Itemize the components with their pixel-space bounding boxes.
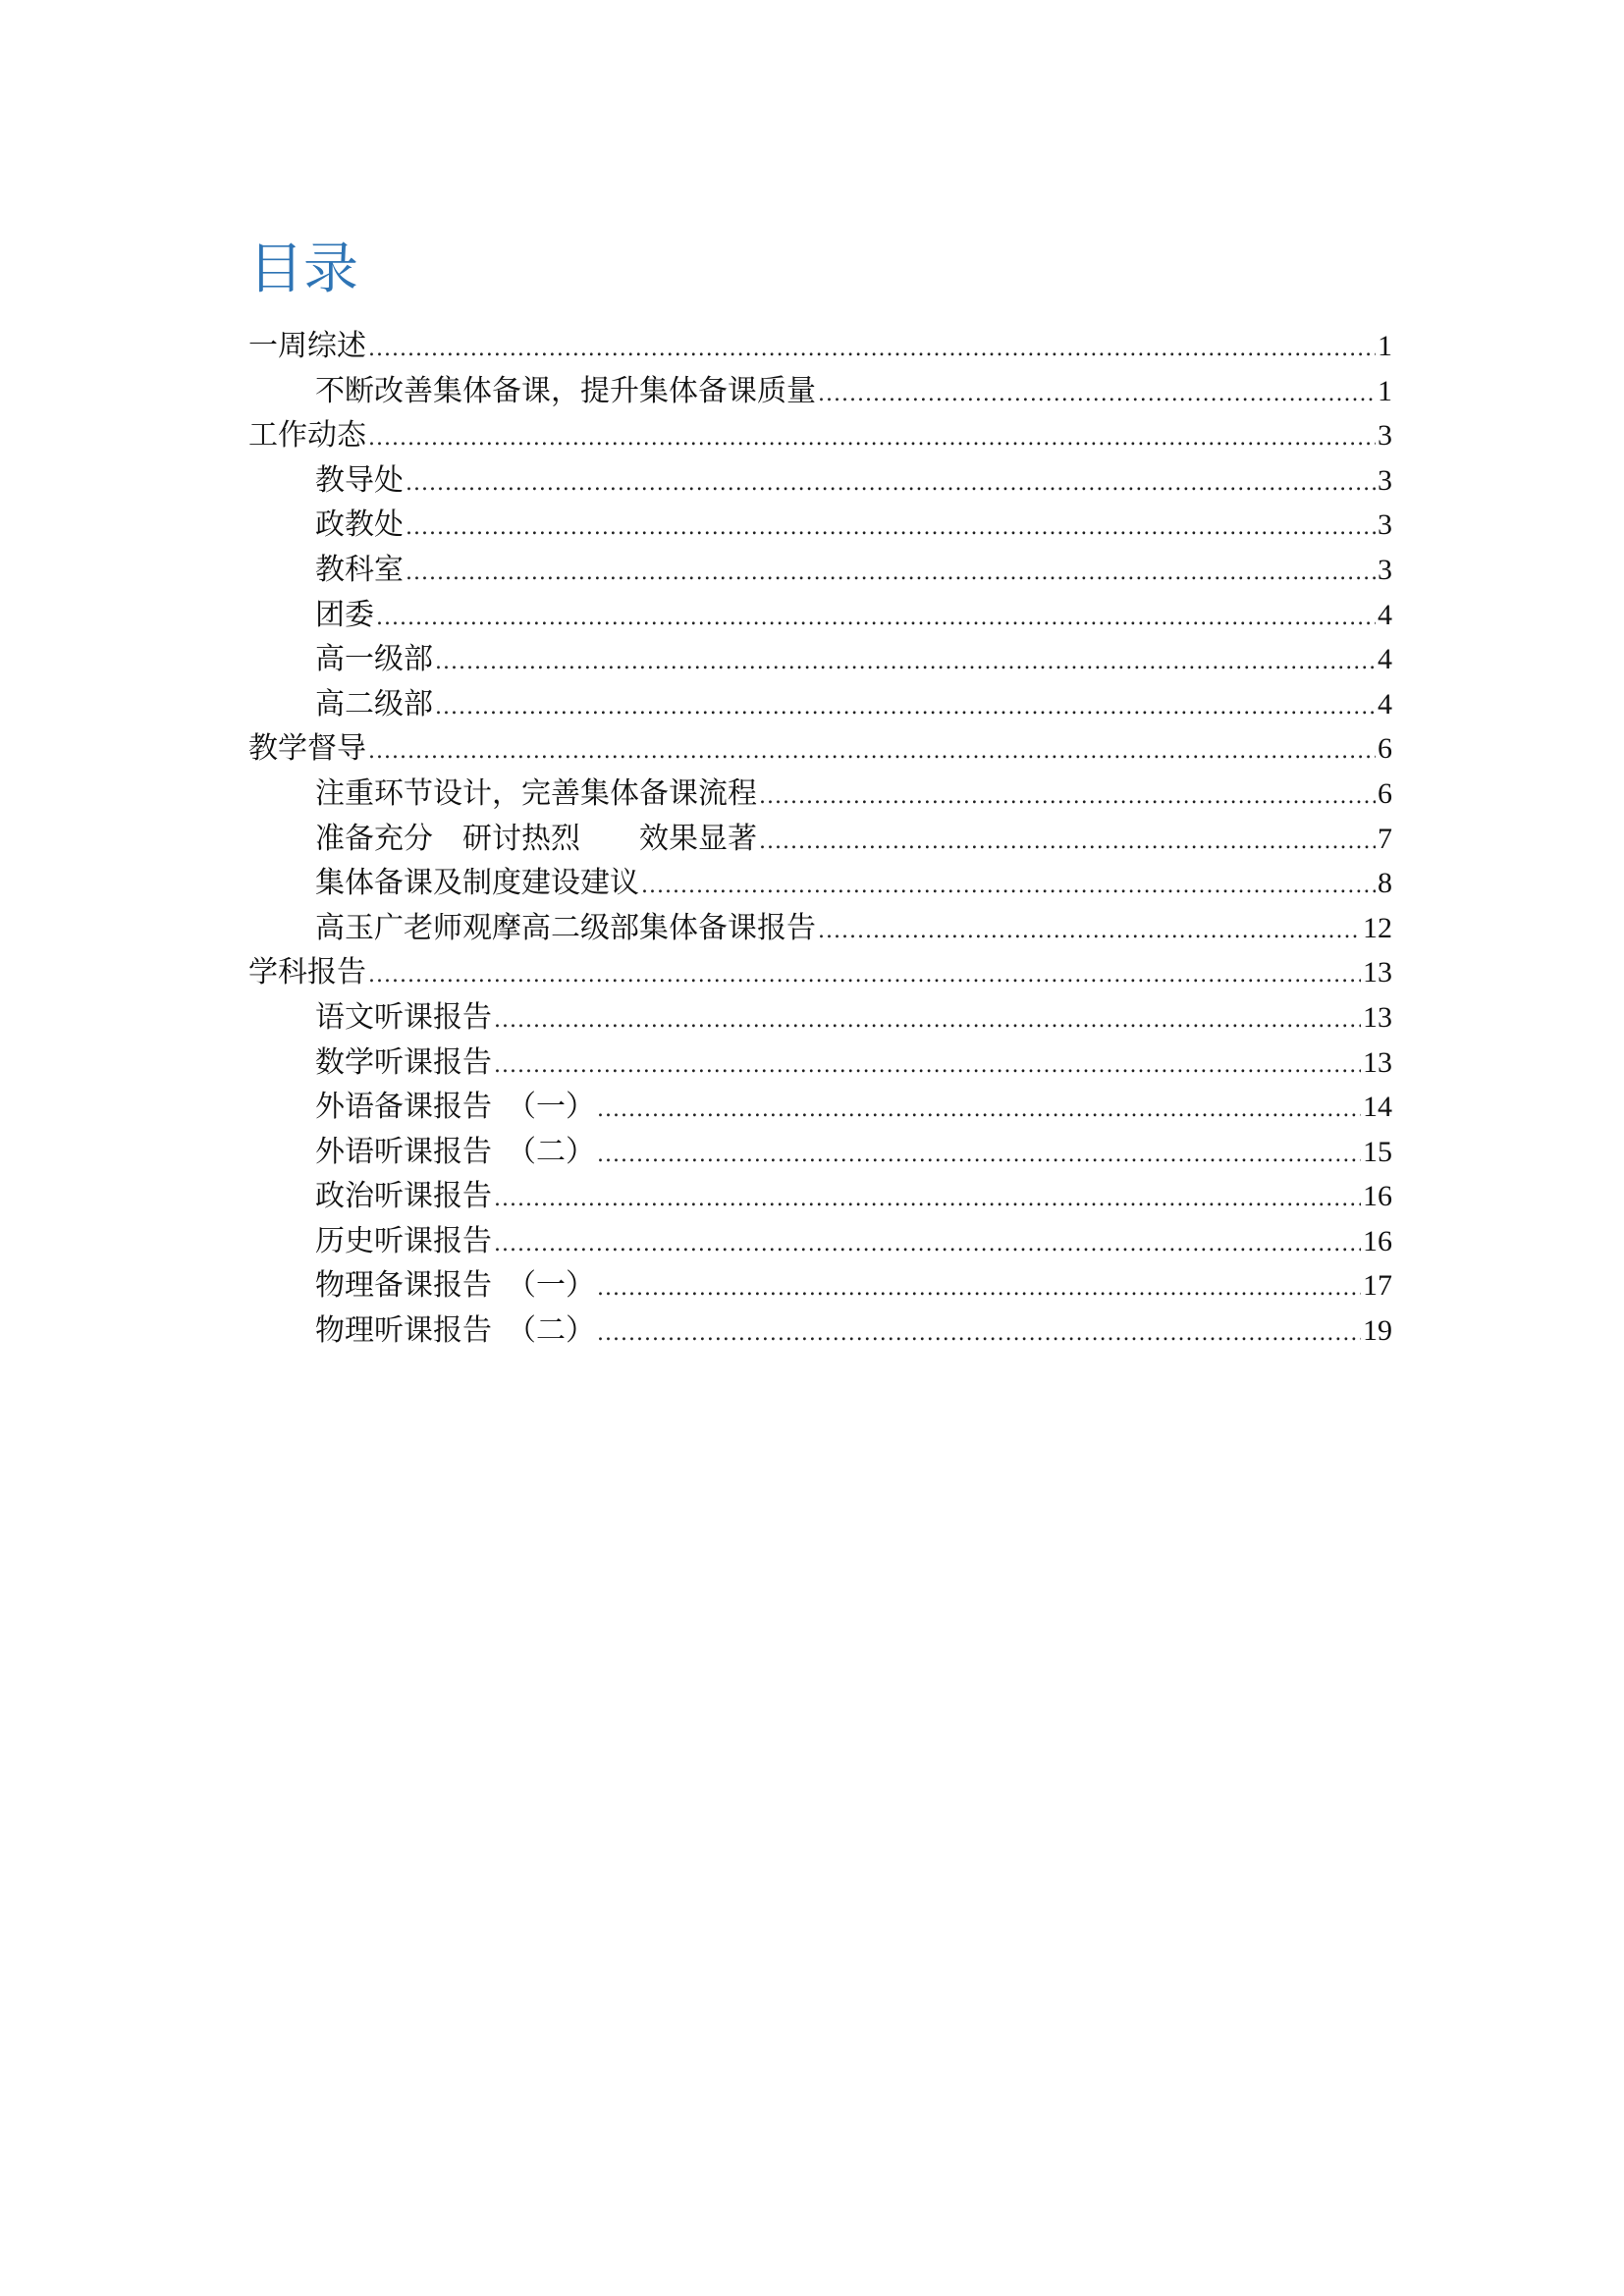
toc-page-number: 15 — [1363, 1135, 1392, 1168]
toc-entry-label: 高一级部 — [315, 642, 433, 677]
toc-dot-leader — [494, 1177, 1361, 1222]
toc-page-number: 8 — [1378, 867, 1392, 900]
toc-entry[interactable] — [248, 369, 1392, 414]
toc-dot-leader — [368, 416, 1376, 461]
toc-entry-label: 团委 — [315, 597, 374, 632]
toc-entry[interactable] — [248, 682, 1392, 727]
toc-entry[interactable] — [248, 637, 1392, 682]
toc-entry-label: 高二级部 — [315, 686, 433, 721]
toc-page-number: 4 — [1378, 687, 1392, 721]
toc-page-number: 6 — [1378, 732, 1392, 766]
toc-entry[interactable] — [248, 1041, 1392, 1086]
toc-entry-label: 外语备课报告 （一） — [315, 1090, 595, 1125]
toc-entry-label: 高玉广老师观摩高二级部集体备课报告 — [315, 910, 816, 945]
toc-entry[interactable] — [248, 503, 1392, 548]
toc-page-number: 3 — [1378, 419, 1392, 453]
toc-dot-leader — [406, 461, 1376, 507]
toc-entry[interactable] — [248, 1263, 1392, 1308]
toc-entry-label: 教导处 — [315, 462, 404, 498]
toc-entry[interactable] — [248, 817, 1392, 862]
toc-entry-label: 工作动态 — [248, 418, 366, 454]
toc-entry-label: 语文听课报告 — [315, 999, 492, 1035]
toc-entry[interactable] — [248, 950, 1392, 995]
toc-page-number: 16 — [1363, 1224, 1392, 1257]
toc-dot-leader — [818, 372, 1376, 417]
toc-entry[interactable] — [248, 1219, 1392, 1264]
toc-entry[interactable] — [248, 726, 1392, 772]
toc-page-number: 17 — [1363, 1269, 1392, 1303]
toc-dot-leader — [368, 327, 1376, 372]
toc-page-number: 13 — [1363, 956, 1392, 989]
toc-page-number: 14 — [1363, 1091, 1392, 1124]
toc-entry[interactable] — [248, 772, 1392, 817]
toc-page-number: 6 — [1378, 776, 1392, 810]
toc-entry-label: 学科报告 — [248, 955, 366, 990]
toc-page-number: 4 — [1378, 598, 1392, 631]
toc-dot-leader — [406, 506, 1376, 551]
toc-entry[interactable] — [248, 593, 1392, 638]
toc-entry[interactable] — [248, 995, 1392, 1041]
toc-entry-label: 准备充分 研讨热烈 效果显著 — [315, 821, 757, 856]
toc-entry-label: 教科室 — [315, 552, 404, 587]
toc-dot-leader — [494, 998, 1361, 1043]
toc-page-number: 3 — [1378, 463, 1392, 497]
toc-dot-leader — [597, 1311, 1361, 1357]
toc-dot-leader — [818, 909, 1361, 954]
toc-entry-label: 不断改善集体备课，提升集体备课质量 — [315, 373, 816, 408]
toc-dot-leader — [597, 1266, 1361, 1311]
toc-page-number: 1 — [1378, 374, 1392, 407]
toc-entry[interactable] — [248, 1308, 1392, 1354]
toc-dot-leader — [435, 685, 1376, 730]
toc-entry[interactable] — [248, 548, 1392, 593]
toc-entry-label: 外语听课报告 （二） — [315, 1134, 595, 1169]
toc-entry[interactable] — [248, 906, 1392, 951]
toc-entry[interactable] — [248, 1174, 1392, 1219]
toc-page-number: 13 — [1363, 1000, 1392, 1034]
toc-entry-label: 历史听课报告 — [315, 1223, 492, 1258]
toc-dot-leader — [368, 953, 1361, 998]
toc-entry-label: 教学督导 — [248, 731, 366, 767]
toc-entry-label: 政教处 — [315, 507, 404, 543]
toc-dot-leader — [368, 729, 1376, 774]
toc-page-number: 4 — [1378, 643, 1392, 676]
toc-entry[interactable] — [248, 413, 1392, 458]
toc-entry[interactable] — [248, 324, 1392, 369]
toc-entry[interactable] — [248, 1130, 1392, 1175]
toc-dot-leader — [494, 1043, 1361, 1089]
toc-entry-label: 集体备课及制度建设建议 — [315, 866, 639, 901]
toc-entry-label: 注重环节设计，完善集体备课流程 — [315, 775, 757, 811]
toc-dot-leader — [759, 774, 1376, 820]
toc-entry[interactable] — [248, 861, 1392, 906]
toc-page-number: 12 — [1363, 911, 1392, 944]
toc-entry-label: 一周综述 — [248, 329, 366, 363]
toc-entry-label: 政治听课报告 — [315, 1179, 492, 1214]
toc-entry[interactable] — [248, 458, 1392, 504]
toc-entry-label: 物理听课报告 （二） — [315, 1313, 595, 1349]
toc-dot-leader — [435, 640, 1376, 685]
toc-page-number: 16 — [1363, 1180, 1392, 1213]
toc-dot-leader — [376, 596, 1376, 641]
toc-dot-leader — [597, 1133, 1361, 1178]
toc-entry-label: 数学听课报告 — [315, 1044, 492, 1080]
toc-dot-leader — [597, 1088, 1361, 1133]
toc-page-number: 1 — [1378, 330, 1392, 362]
toc-entry[interactable] — [248, 1085, 1392, 1130]
toc-page-number: 7 — [1378, 822, 1392, 855]
toc-dot-leader — [641, 864, 1376, 909]
toc-dot-leader — [406, 551, 1376, 596]
toc-page-number: 3 — [1378, 508, 1392, 542]
toc-dot-leader — [759, 820, 1376, 865]
toc-entry-label: 物理备课报告 （一） — [315, 1268, 595, 1304]
toc-title: 目录 — [248, 238, 358, 301]
toc-page-number: 13 — [1363, 1045, 1392, 1079]
toc-page-number: 3 — [1378, 553, 1392, 586]
toc-page-number: 19 — [1363, 1314, 1392, 1348]
toc-dot-leader — [494, 1222, 1361, 1267]
toc-list — [248, 324, 1392, 1354]
